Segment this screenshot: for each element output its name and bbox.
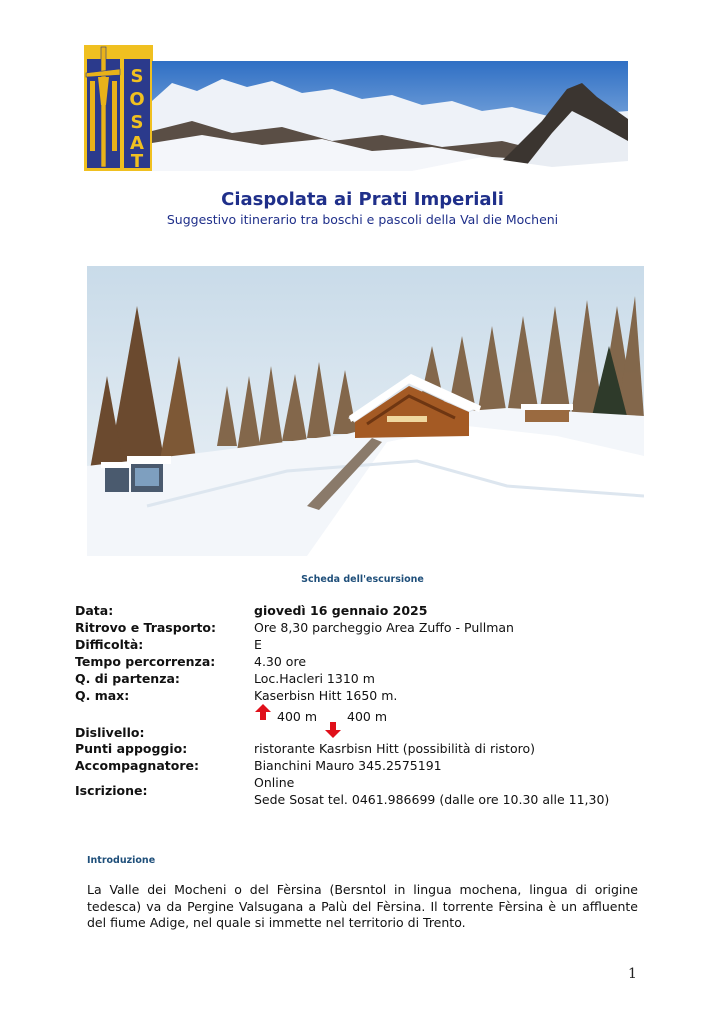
value-data: giovedì 16 gennaio 2025 (254, 603, 428, 618)
value-quota-max: Kaserbisn Hitt 1650 m. (254, 688, 398, 703)
label-difficolta: Difficoltà: (75, 637, 144, 652)
value-accompagnatore: Bianchini Mauro 345.2575191 (254, 758, 442, 773)
label-data: Data: (75, 603, 114, 618)
label-punti-appoggio: Punti appoggio: (75, 741, 188, 756)
document-subtitle: Suggestivo itinerario tra boschi e pascoli della Val die Mocheni (166, 212, 559, 227)
label-ritrovo: Ritrovo e Trasporto: (75, 620, 217, 635)
intro-heading: Introduzione (87, 855, 156, 866)
value-tempo: 4.30 ore (254, 654, 307, 669)
value-dislivello-down: 400 m (347, 709, 388, 724)
mountain-banner-image (152, 61, 628, 171)
svg-text:S: S (130, 112, 144, 133)
value-dislivello-up: 400 m (277, 709, 318, 724)
intro-paragraph: La Valle dei Mocheni o del Fèrsina (Bersntol in lingua mochena, lingua di origine tedesca) va da Pergine Valsugana a Palù del Fèrsina. Il torrente Fèrsina è un affluente del fiume Adige, nel quale si immette nel territorio di Trento. (87, 882, 638, 930)
page-number: 1 (628, 966, 637, 982)
svg-text:O: O (129, 89, 145, 110)
value-iscrizione-sede: Sede Sosat tel. 0461.986699 (dalle ore 10.30 alle 11,30) (254, 792, 610, 807)
value-ritrovo: Ore 8,30 parcheggio Area Zuffo - Pullman (254, 620, 514, 635)
label-dislivello: Dislivello: (75, 725, 145, 740)
label-quota-max: Q. max: (75, 688, 130, 703)
label-accompagnatore: Accompagnatore: (75, 758, 199, 773)
label-iscrizione: Iscrizione: (75, 783, 148, 798)
value-iscrizione-online: Online (254, 775, 295, 790)
value-quota-partenza: Loc.Hacleri 1310 m (254, 671, 375, 686)
label-tempo: Tempo percorrenza: (75, 654, 216, 669)
value-punti-appoggio: ristorante Kasrbisn Hitt (possibilità di ristoro) (254, 741, 535, 756)
label-quota-partenza: Q. di partenza: (75, 671, 180, 686)
arrow-up-icon (254, 703, 272, 721)
document-title: Ciaspolata ai Prati Imperiali (221, 189, 504, 210)
svg-text:A: A (130, 133, 144, 154)
scheda-caption: Scheda dell'escursione (301, 574, 424, 585)
value-difficolta: E (254, 637, 262, 652)
svg-text:T: T (130, 151, 144, 171)
svg-text:S: S (130, 66, 144, 87)
sosat-logo (84, 45, 153, 171)
arrow-down-icon (324, 721, 342, 739)
snowy-hut-photo (87, 266, 644, 556)
